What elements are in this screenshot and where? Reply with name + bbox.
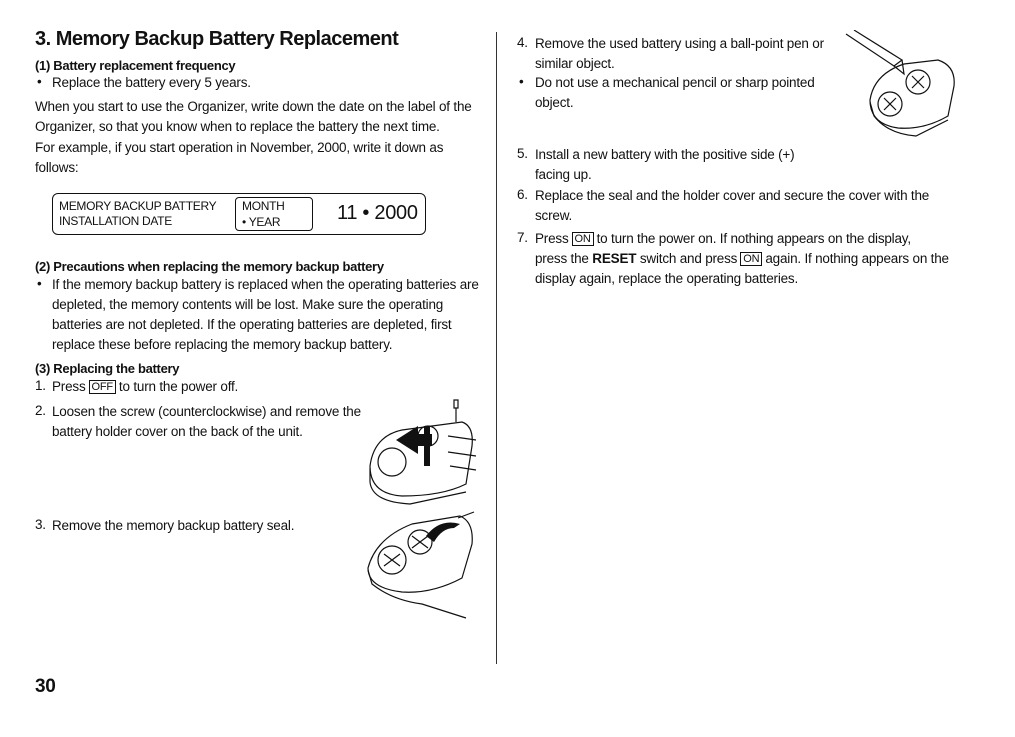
battery-seal-removal-illustration (362, 508, 480, 620)
bullet-dot: • (519, 74, 524, 89)
section1-para1: When you start to use the Organizer, write down the date on the label of the Organizer, so that you know when to replace the battery the next time. (35, 99, 472, 134)
on-key: ON (572, 232, 594, 246)
step-number: 5. (517, 146, 528, 161)
reset-label: RESET (592, 251, 637, 266)
battery-date-label (52, 193, 426, 235)
step4-bullet: Do not use a mechanical pencil or sharp pointed object. (535, 75, 815, 110)
label-text: MEMORY BACKUP BATTERY INSTALLATION DATE (59, 199, 217, 228)
step4-text: Remove the used battery using a ball-point pen or similar object. (535, 36, 824, 71)
off-key: OFF (89, 380, 116, 394)
step-number: 4. (517, 35, 528, 50)
section1-para2: For example, if you start operation in November, 2000, write it down as follows: (35, 140, 444, 175)
page-title: 3. Memory Backup Battery Replacement (35, 28, 399, 50)
section3-heading: (3) Replacing the battery (35, 361, 180, 376)
bullet-dot: • (37, 74, 42, 89)
page-number: 30 (35, 676, 56, 697)
battery-removal-with-pen-illustration (844, 30, 964, 140)
step5-text: Install a new battery with the positive side (+) facing up. (535, 147, 795, 182)
step3-text: Remove the memory backup battery seal. (52, 518, 295, 533)
bullet-dot: • (37, 276, 42, 291)
on-key: ON (740, 252, 762, 266)
section2-bullet: If the memory backup battery is replaced when the operating batteries are depleted, the memory contents will be lost. Make sure the operating batteries are not depleted. If the operating batteries are depleted, first replace these before replacing the memory backup battery. (52, 277, 479, 352)
step-number: 7. (517, 230, 528, 245)
section1-bullet: Replace the battery every 5 years. (52, 75, 251, 90)
step-number: 2. (35, 403, 46, 418)
step2-text: Loosen the screw (counterclockwise) and remove the battery holder cover on the back of the unit. (52, 404, 361, 439)
step6-text: Replace the seal and the holder cover and secure the cover with the screw. (535, 188, 930, 223)
step-number: 6. (517, 187, 528, 202)
column-divider (496, 32, 497, 664)
step1-text: Press OFF to turn the power off. (52, 379, 239, 394)
step-number: 1. (35, 378, 46, 393)
section1-heading: (1) Battery replacement frequency (35, 58, 236, 73)
label-month-year-box: MONTH • YEAR (235, 197, 313, 231)
battery-holder-cover-removal-illustration (362, 396, 480, 506)
label-date: 11 • 2000 (337, 202, 418, 224)
step-number: 3. (35, 517, 46, 532)
step7-text: Press ON to turn the power on. If nothing appears on the display, press the RESET switch and press ON again. If nothing appears on the display again, replace the operating batteries. (535, 231, 949, 286)
section2-heading: (2) Precautions when replacing the memory backup battery (35, 259, 384, 274)
